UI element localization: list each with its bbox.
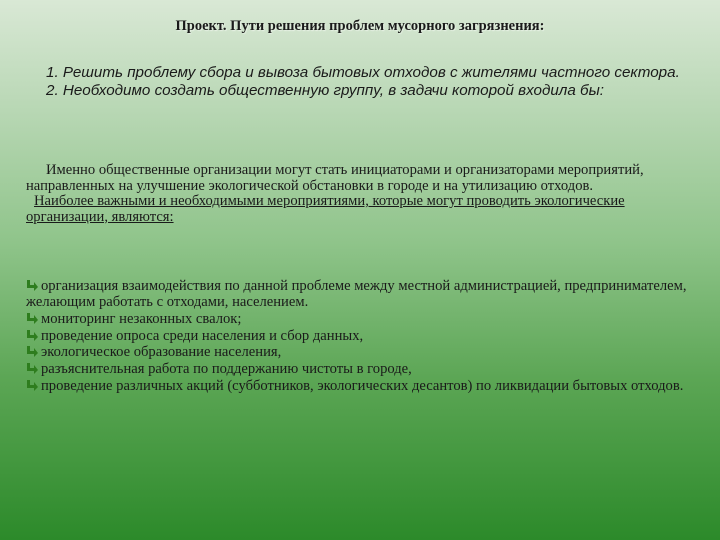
intro-paragraph: Именно общественные организации могут стать инициаторами и организаторами мероприятий, направленных на улучшение экологической обстановки в городе и на утилизацию отходов. xyxy=(26,162,644,194)
bullet-item-6 xyxy=(26,378,698,394)
arrow-down-right-icon xyxy=(26,345,38,357)
bullet-item-4 xyxy=(26,344,698,360)
bullet-text: проведение опроса среди населения и сбор данных, xyxy=(41,327,364,344)
arrow-down-right-icon xyxy=(26,362,38,374)
arrow-down-right-icon xyxy=(26,379,38,391)
bullet-text: организация взаимодействия по данной проблеме между местной администрацией, предпринимателем, желающим работать с отходами, населением. xyxy=(26,278,687,311)
numbered-list xyxy=(26,64,696,99)
bullet-text: проведение различных акций (субботников, экологических десантов) по ликвидации бытовых отходов. xyxy=(41,377,684,394)
arrow-down-right-icon xyxy=(26,279,38,291)
bullet-text: мониторинг незаконных свалок; xyxy=(41,310,242,327)
underlined-heading: Наиболее важными и необходимыми мероприятиями, которые могут проводить экологические организации, являются: xyxy=(26,193,625,225)
bullet-text: экологическое образование населения, xyxy=(41,344,282,361)
bullet-item-3 xyxy=(26,328,698,344)
bullet-item-5 xyxy=(26,361,698,377)
bullet-list xyxy=(26,278,698,394)
numbered-item-2: 2. Необходимо создать общественную группу, в задачи которой входила бы: xyxy=(46,81,604,99)
slide-title: Проект. Пути решения проблем мусорного загрязнения: xyxy=(175,18,545,34)
arrow-down-right-icon xyxy=(26,329,38,341)
arrow-down-right-icon xyxy=(26,312,38,324)
bullet-item-1 xyxy=(26,278,698,310)
numbered-item-1: 1. Решить проблему сбора и вывоза бытовых отходов с жителями частного сектора. xyxy=(46,64,680,81)
bullet-item-2 xyxy=(26,311,698,327)
body-text xyxy=(26,163,698,225)
bullet-text: разъяснительная работа по поддержанию чистоты в городе, xyxy=(41,361,412,378)
